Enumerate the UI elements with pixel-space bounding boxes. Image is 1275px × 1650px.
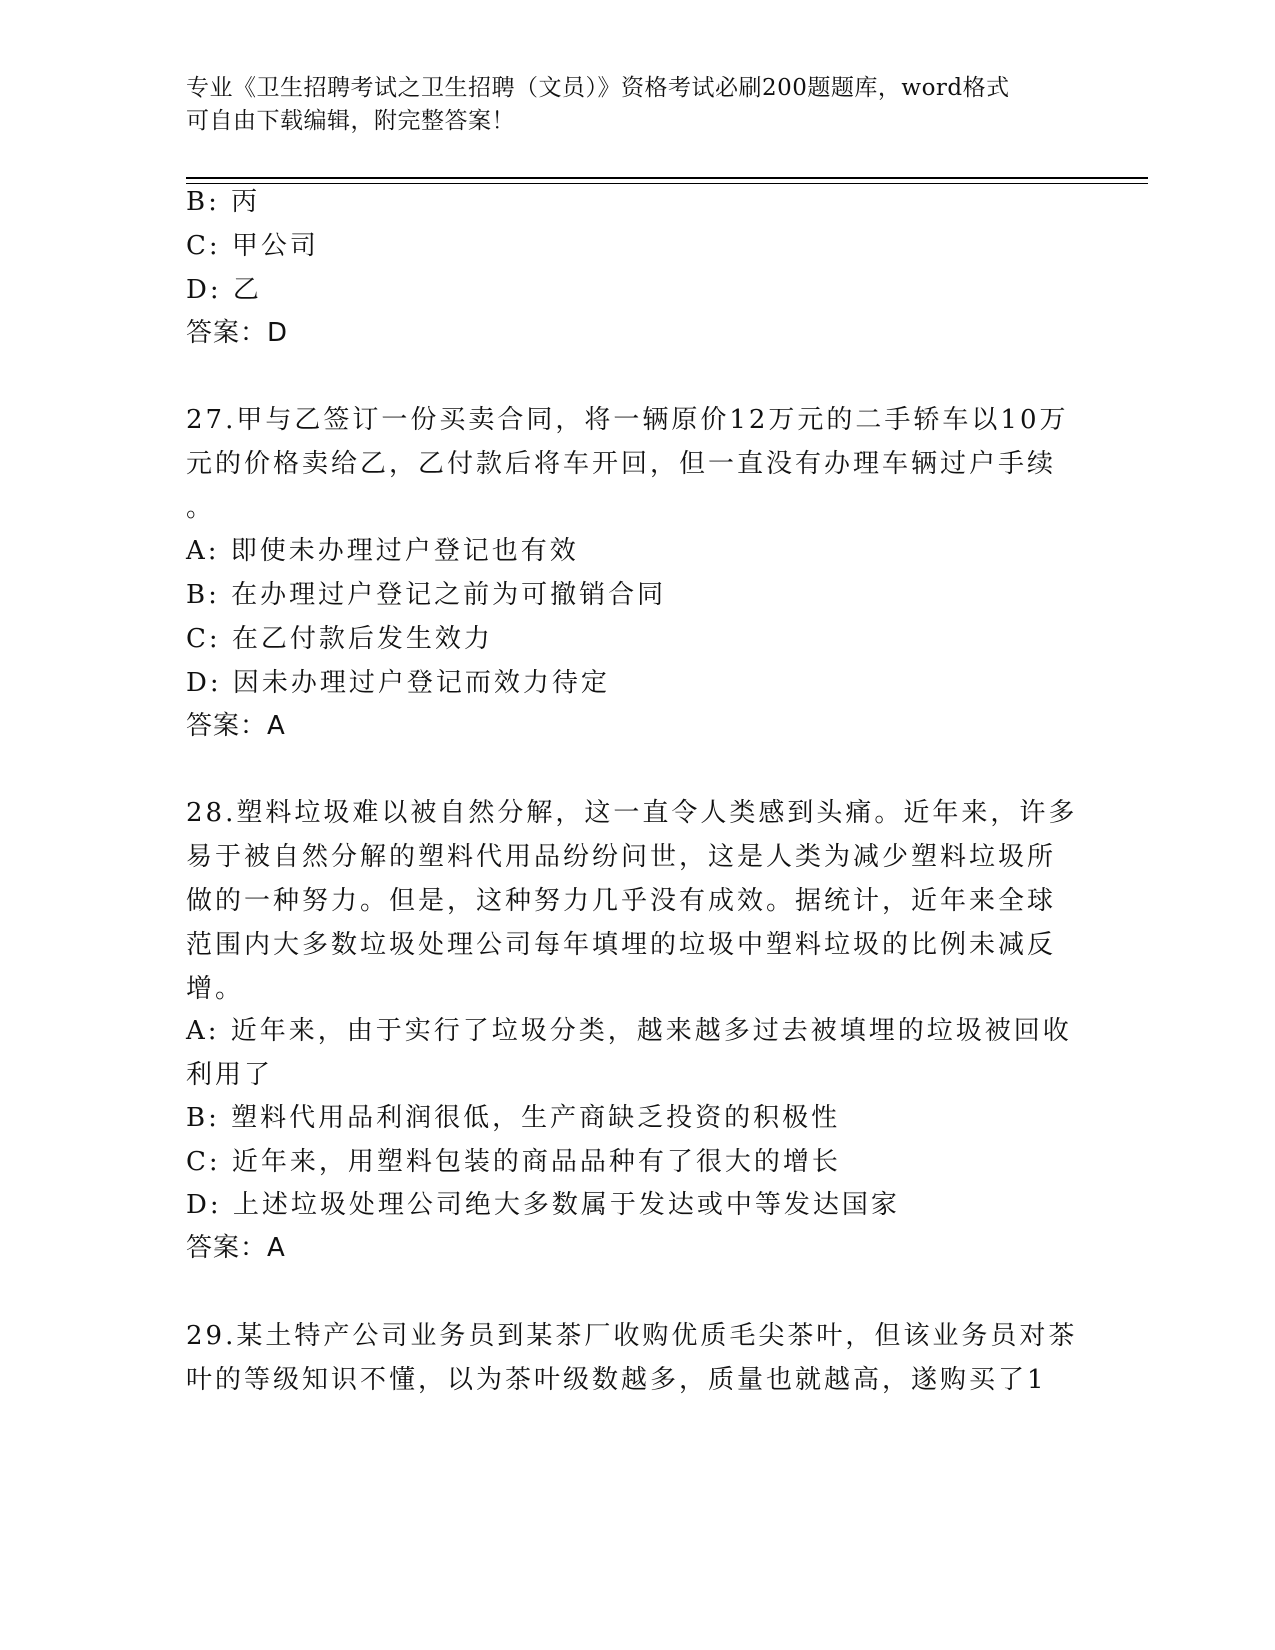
q27-option-a: A: 即使未办理过户登记也有效 [186, 536, 579, 566]
q27-option-d: D: 因未办理过户登记而效力待定 [186, 668, 610, 698]
q28-text-line-2: 易于被自然分解的塑料代用品纷纷问世，这是人类为减少塑料垃圾所 [186, 842, 1057, 872]
header-rule-thick [186, 177, 1148, 179]
q29-text-line-1: 29.某土特产公司业务员到某茶厂收购优质毛尖茶叶，但该业务员对茶 [186, 1321, 1078, 1351]
q28-option-c: C: 近年来，用塑料包装的商品品种有了很大的增长 [186, 1147, 841, 1177]
prev-option-d: D: 乙 [186, 275, 262, 305]
header-line-2: 可自由下载编辑，附完整答案！ [186, 108, 515, 134]
q27-text-line-1: 27.甲与乙签订一份买卖合同，将一辆原价12万元的二手轿车以10万 [186, 405, 1069, 435]
q27-option-b: B: 在办理过户登记之前为可撤销合同 [186, 580, 667, 610]
q28-text-line-5: 增。 [186, 974, 245, 1004]
prev-option-c: C: 甲公司 [186, 231, 319, 261]
q28-option-a: A: 近年来，由于实行了垃圾分类，越来越多过去被填埋的垃圾被回收 [186, 1016, 1072, 1046]
q28-answer: 答案：A [186, 1233, 286, 1263]
q28-text-line-4: 范围内大多数垃圾处理公司每年填埋的垃圾中塑料垃圾的比例未减反 [186, 930, 1057, 960]
q28-option-a-cont: 利用了 [186, 1060, 274, 1090]
prev-option-b: B: 丙 [186, 187, 261, 217]
q28-option-b: B: 塑料代用品利润很低，生产商缺乏投资的积极性 [186, 1103, 841, 1133]
q27-text-line-2: 元的价格卖给乙，乙付款后将车开回，但一直没有办理车辆过户手续 [186, 449, 1057, 479]
prev-answer: 答案：D [186, 318, 289, 348]
document-header [186, 72, 1086, 138]
q28-option-d: D: 上述垃圾处理公司绝大多数属于发达或中等发达国家 [186, 1190, 900, 1220]
q27-text-line-3: 。 [186, 493, 216, 523]
q28-text-line-3: 做的一种努力。但是，这种努力几乎没有成效。据统计，近年来全球 [186, 886, 1057, 916]
q29-text-line-2: 叶的等级知识不懂，以为茶叶级数越多，质量也就越高，遂购买了1 [186, 1365, 1047, 1395]
q28-text-line-1: 28.塑料垃圾难以被自然分解，这一直令人类感到头痛。近年来，许多 [186, 798, 1078, 828]
header-line-1: 专业《卫生招聘考试之卫生招聘（文员）》资格考试必刷200题题库，word格式 [186, 75, 1010, 101]
q27-option-c: C: 在乙付款后发生效力 [186, 624, 493, 654]
q27-answer: 答案：A [186, 711, 286, 741]
